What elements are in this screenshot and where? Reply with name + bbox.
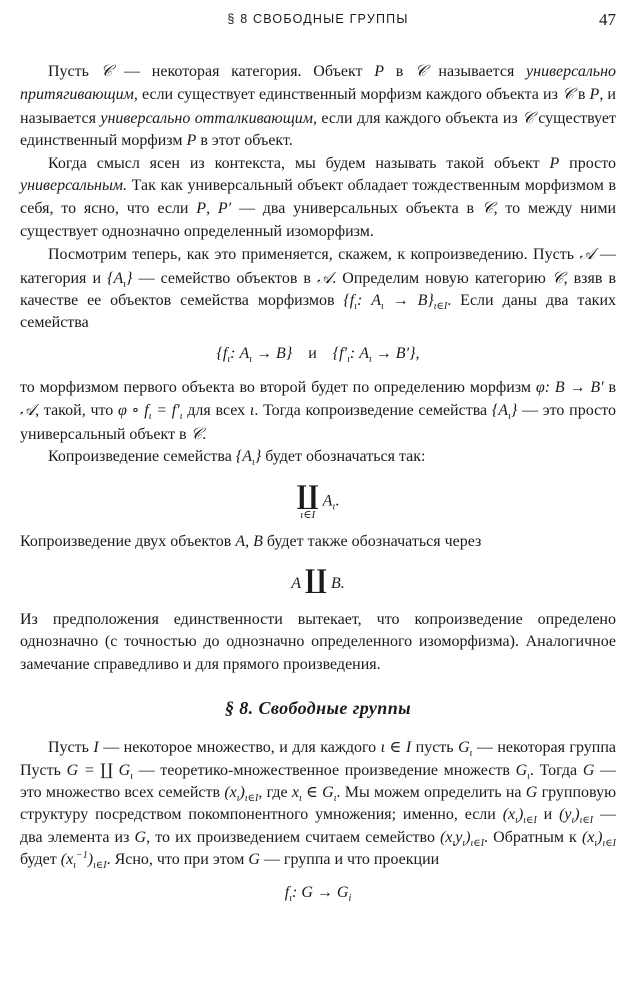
text: будет bbox=[20, 851, 61, 869]
text: — некоторая группа Пусть bbox=[20, 739, 617, 779]
text: Пусть bbox=[48, 739, 94, 757]
family-x bbox=[224, 783, 259, 804]
math: φ ∘ f bbox=[118, 402, 149, 420]
text: — некоторое множество, и для каждого bbox=[98, 739, 381, 757]
subscript: ι bbox=[571, 815, 575, 827]
subscript: i bbox=[348, 892, 352, 904]
section-title: § 8. Свободные группы bbox=[224, 698, 412, 719]
text: — два элемента из bbox=[20, 806, 617, 846]
text: — категория и bbox=[20, 246, 617, 287]
subscript: ι bbox=[332, 501, 336, 513]
subscript: ι∈I bbox=[93, 860, 107, 872]
text: . Тогда копроизведение семейства bbox=[254, 402, 492, 420]
group-G: G bbox=[525, 783, 538, 801]
math: G = ∐ G bbox=[66, 761, 131, 779]
superscript: −1 bbox=[75, 850, 88, 862]
math: : A bbox=[230, 344, 250, 362]
subscript: ι bbox=[130, 770, 133, 782]
index-set: I bbox=[93, 739, 99, 757]
math: G bbox=[515, 761, 528, 779]
math: {A bbox=[107, 269, 124, 287]
text: Когда смысл ясен из контекста, мы будем называть такой объект bbox=[48, 154, 550, 172]
text: для всех bbox=[182, 402, 250, 420]
group-G-iota bbox=[458, 739, 473, 760]
text: . Ясно, что при этом bbox=[106, 851, 249, 869]
text: называется bbox=[426, 63, 527, 80]
text: в bbox=[384, 63, 415, 80]
text: просто bbox=[559, 154, 617, 172]
subscript: ι∈I bbox=[470, 837, 485, 849]
text: Так как универсальный объект обладает тождественным морфизмом в себя, то ясно, что если bbox=[20, 177, 616, 218]
math: (x bbox=[581, 828, 595, 846]
family-right bbox=[332, 344, 420, 365]
subscript: ι∈I bbox=[579, 815, 594, 827]
subscript: ι bbox=[252, 457, 255, 469]
subscript: ι bbox=[236, 792, 240, 804]
text: то морфизмом первого объекта во второй будет по определению морфизм bbox=[20, 378, 536, 396]
projection bbox=[284, 883, 352, 904]
text: и bbox=[536, 806, 560, 824]
coproduct-index: ι∈I bbox=[300, 508, 316, 521]
category-symbol: 𝒞 bbox=[551, 267, 564, 287]
subscript: ι bbox=[354, 301, 358, 313]
objects-A-B: A, B bbox=[235, 532, 263, 550]
category-symbol: 𝒞 bbox=[562, 84, 574, 104]
text: в bbox=[603, 378, 616, 396]
category-A-symbol: 𝒜 bbox=[20, 400, 36, 420]
text: — группа и что проекции bbox=[259, 851, 440, 869]
family-y bbox=[559, 806, 594, 827]
text: , и называется bbox=[20, 86, 616, 127]
text: . Если даны два таких семейства bbox=[20, 292, 617, 332]
subscript: ι bbox=[469, 748, 473, 760]
page-number: 47 bbox=[599, 10, 616, 29]
math: → B′}, bbox=[371, 344, 420, 362]
object-symbol: P bbox=[549, 154, 560, 172]
math: ) bbox=[465, 828, 471, 846]
math: {f′ bbox=[332, 344, 348, 362]
subscript: ι bbox=[148, 411, 152, 423]
math: (x bbox=[440, 828, 453, 846]
text: , взяв в качестве ее объектов семейства морфизмов bbox=[20, 269, 617, 310]
text: . bbox=[202, 425, 207, 443]
subscript: ι bbox=[594, 837, 598, 849]
running-title: § 8 СВОБОДНЫЕ ГРУППЫ bbox=[227, 12, 409, 26]
morphism-phi: φ: B → B′ bbox=[535, 378, 604, 396]
family-xy bbox=[440, 828, 485, 849]
math: ) bbox=[574, 806, 580, 824]
subscript: ι bbox=[452, 837, 456, 849]
running-head bbox=[0, 8, 636, 34]
paragraph-universal-definition bbox=[20, 60, 616, 153]
group-G: G bbox=[248, 851, 260, 869]
formula-projection bbox=[20, 882, 616, 904]
product-definition bbox=[66, 761, 133, 782]
math: x bbox=[291, 783, 300, 801]
object-symbol-prime: P′ bbox=[217, 200, 232, 218]
math: : G → G bbox=[292, 883, 349, 901]
object-symbol: P bbox=[186, 132, 197, 150]
family-left bbox=[216, 344, 293, 365]
text: Копроизведение двух объектов bbox=[20, 532, 236, 550]
text: будет обозначаться так: bbox=[261, 448, 426, 466]
text: существует единственный морфизм bbox=[20, 109, 616, 150]
math: : A bbox=[349, 344, 370, 362]
text: . Обратным к bbox=[484, 828, 582, 846]
family-of-objects bbox=[235, 448, 262, 469]
coproduct-symbol: ∐ bbox=[296, 480, 319, 511]
text: — теоретико-множественное произведение множеств bbox=[133, 761, 516, 779]
subscript: ι bbox=[508, 411, 511, 423]
paragraph-morphism-definition bbox=[20, 377, 616, 446]
text: будет также обозначаться через bbox=[262, 532, 482, 550]
subscript: ι bbox=[123, 278, 127, 290]
math: {A bbox=[491, 402, 509, 420]
text: . Тогда bbox=[529, 761, 583, 779]
subscript: ι bbox=[249, 353, 253, 365]
text: . Определим новую категорию bbox=[332, 269, 552, 287]
category-symbol: 𝒞 bbox=[522, 107, 534, 127]
math: → B} bbox=[383, 292, 434, 310]
text: , то между ними существует однозначно определенный изоморфизм. bbox=[20, 200, 617, 240]
page-body bbox=[20, 60, 616, 904]
text: групповую структуру посредством покомпонентного умножения; именно, если bbox=[20, 783, 617, 824]
text: — два универсальных объекта в bbox=[231, 200, 482, 218]
object-symbol: P bbox=[196, 200, 207, 218]
term-universal: универсальным. bbox=[20, 177, 128, 195]
math: → B} bbox=[252, 344, 293, 362]
math: G bbox=[458, 739, 470, 757]
formula-two-families bbox=[20, 343, 616, 365]
subscript: ι∈I bbox=[523, 815, 537, 827]
text: если для каждого объекта из bbox=[316, 109, 523, 127]
category-A-symbol: 𝒜 bbox=[579, 244, 595, 264]
paragraph-binary-coproduct bbox=[20, 531, 616, 553]
subscript: ι bbox=[347, 353, 350, 365]
text: Пусть bbox=[48, 63, 101, 80]
math: {A bbox=[235, 448, 253, 466]
paragraph-coproduct-notation bbox=[20, 446, 616, 468]
group-G: G bbox=[134, 828, 147, 846]
family-x bbox=[581, 828, 616, 849]
paragraph-uniqueness: Из предположения единственности вытекает, что копроизведение определено однозначно (с точностью до однозначно определенного изоморфизма). Аналогичное замечание справедливо и для прямого произведения. bbox=[20, 610, 616, 673]
text: пусть bbox=[411, 739, 459, 757]
family-of-objects bbox=[107, 269, 133, 290]
subscript: ι bbox=[73, 860, 76, 872]
paragraph-coproduct-setup bbox=[20, 243, 616, 335]
category-symbol: 𝒞 bbox=[100, 61, 113, 80]
math: } bbox=[254, 448, 262, 466]
conjunction: и bbox=[308, 344, 317, 362]
subscript: ι bbox=[381, 301, 384, 313]
composition bbox=[118, 402, 183, 423]
math: ∈ G bbox=[301, 783, 334, 801]
group-G: G bbox=[582, 761, 595, 779]
subscript: ι bbox=[289, 892, 292, 904]
text: — это просто универсальный объект в bbox=[20, 402, 617, 443]
family-inverse bbox=[60, 850, 107, 872]
text: , то их произведением считаем семейство bbox=[146, 828, 441, 846]
math: ) bbox=[87, 851, 94, 869]
math: A bbox=[291, 574, 302, 592]
math: : A bbox=[357, 292, 382, 310]
subscript: ι bbox=[333, 792, 337, 804]
formula-binary-coproduct bbox=[20, 564, 616, 595]
subscript: ι bbox=[369, 353, 372, 365]
text: — некоторая категория. Объект bbox=[112, 63, 375, 80]
math: f bbox=[284, 883, 290, 901]
text: , где bbox=[258, 783, 292, 801]
subscript: ι bbox=[462, 837, 466, 849]
math: ) bbox=[517, 806, 524, 824]
coproduct-operator bbox=[296, 480, 319, 521]
text: — семейство объектов в bbox=[132, 269, 318, 287]
category-symbol: 𝒞 bbox=[415, 61, 427, 80]
term-universally-repelling: универсально отталкивающим, bbox=[100, 109, 317, 127]
coproduct-symbol: ∐ bbox=[305, 564, 327, 595]
math: {f bbox=[216, 344, 228, 362]
formula-coproduct-family bbox=[20, 480, 616, 521]
category-symbol: 𝒞 bbox=[190, 423, 203, 443]
group-G-iota bbox=[515, 761, 530, 782]
math: ) bbox=[597, 828, 603, 846]
text: — это множество всех семейств bbox=[20, 761, 617, 801]
text: , такой, что bbox=[35, 402, 119, 420]
math: (y bbox=[559, 806, 572, 824]
category-A-symbol: 𝒜 bbox=[317, 267, 333, 287]
text: если существует единственный морфизм каждого объекта из bbox=[137, 86, 563, 104]
membership bbox=[291, 783, 337, 804]
math: B. bbox=[330, 574, 345, 592]
subscript: ι bbox=[299, 792, 302, 804]
subscript: ι bbox=[227, 353, 231, 365]
math: ι ∈ I bbox=[380, 739, 412, 757]
text: Копроизведение семейства bbox=[48, 448, 236, 466]
text: . Мы можем определить на bbox=[336, 783, 526, 801]
term-universally-attracting: универсально притягивающим, bbox=[20, 63, 617, 104]
subscript: ι∈I bbox=[433, 301, 448, 313]
text: в bbox=[573, 86, 590, 104]
object-symbol: P bbox=[374, 63, 384, 80]
paragraph-universal-object: Когда смысл ясен из контекста, мы будем называть такой объект P просто универсальным. Так как универсальный объект обладает тождественным морфизмом в себя, то ясно, что если P, P′ — два универсальных объекта в 𝒞, то между ними существует однозначно определенный изоморфизм. bbox=[20, 154, 617, 240]
math: } bbox=[126, 269, 133, 287]
text: в этот объект. bbox=[196, 132, 293, 150]
subscript: ι∈I bbox=[244, 792, 259, 804]
math: (x bbox=[60, 851, 74, 869]
math: = f′ bbox=[151, 402, 180, 420]
math: A bbox=[322, 492, 333, 510]
math: y bbox=[455, 828, 463, 846]
object-symbol: P bbox=[589, 86, 600, 104]
category-symbol: 𝒞 bbox=[481, 198, 494, 218]
morphism-family bbox=[343, 292, 448, 313]
family-x bbox=[502, 806, 537, 827]
text: Посмотрим теперь, как это применяется, скажем, к копроизведению. Пусть bbox=[48, 246, 580, 264]
subscript: ι bbox=[179, 411, 183, 423]
math: ) bbox=[239, 783, 245, 801]
family-of-objects bbox=[491, 402, 518, 423]
subscript: ι∈I bbox=[602, 837, 616, 849]
math: {f bbox=[343, 292, 355, 310]
math: (x bbox=[502, 806, 516, 824]
index-symbol: ι bbox=[249, 402, 255, 420]
paragraph-free-groups bbox=[20, 737, 616, 871]
math: . bbox=[335, 492, 340, 510]
math: (x bbox=[224, 783, 237, 801]
subscript: ι bbox=[527, 770, 530, 782]
math: } bbox=[510, 402, 518, 420]
subscript: ι bbox=[515, 815, 518, 827]
